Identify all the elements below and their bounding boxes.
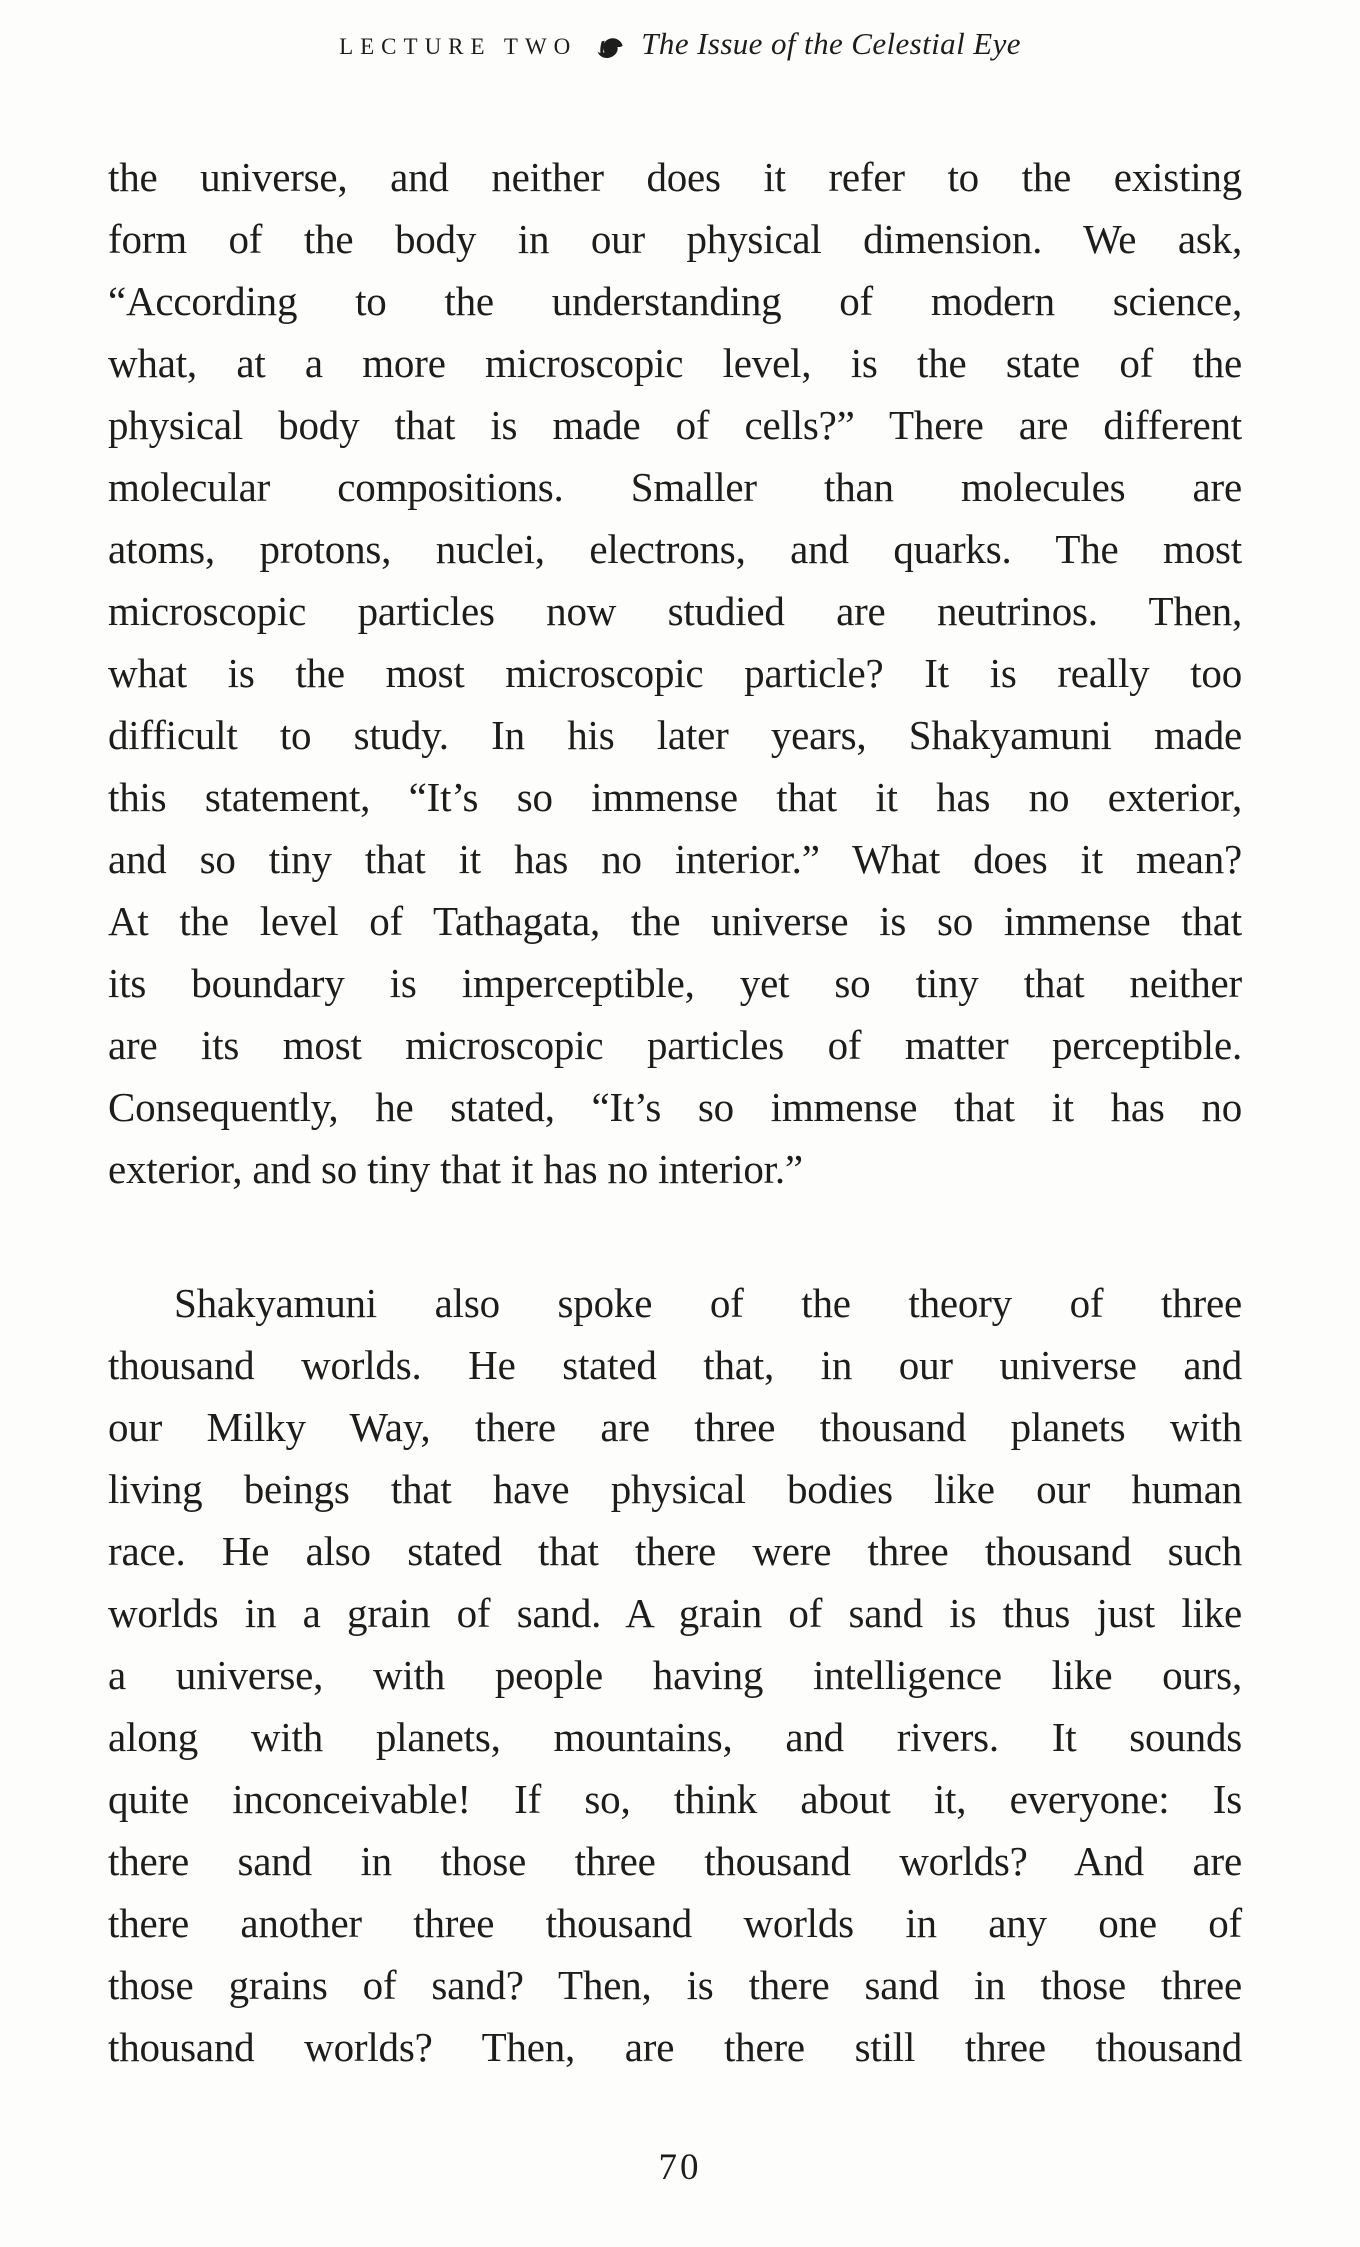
text-line: “According to the understanding of modern science, xyxy=(108,278,1242,324)
text-line: its boundary is imperceptible, yet so tiny that neither xyxy=(108,960,1242,1006)
page-number: 70 xyxy=(658,2147,702,2188)
text-line: physical body that is made of cells?” There are different xyxy=(108,402,1242,448)
text-block xyxy=(108,146,1242,2078)
text-line: microscopic particles now studied are neutrinos. Then, xyxy=(108,588,1242,634)
text-line: Shakyamuni also spoke of the theory of three xyxy=(174,1280,1242,1326)
text-line: the universe, and neither does it refer to the existing xyxy=(108,154,1242,200)
text-line: living beings that have physical bodies like our human xyxy=(108,1466,1242,1512)
paragraph-1 xyxy=(108,146,1242,1200)
chapter-title: The Issue of the Celestial Eye xyxy=(641,26,1021,61)
text-line: Consequently, he stated, “It’s so immense that it has no xyxy=(108,1084,1242,1130)
text-line: quite inconceivable! If so, think about it, everyone: Is xyxy=(108,1776,1242,1822)
text-line: what is the most microscopic particle? It is really too xyxy=(108,650,1242,696)
text-line: this statement, “It’s so immense that it has no exterior, xyxy=(108,774,1242,820)
text-line: worlds in a grain of sand. A grain of sand is thus just like xyxy=(108,1590,1242,1636)
text-line: and so tiny that it has no interior.” What does it mean? xyxy=(108,836,1242,882)
text-line: difficult to study. In his later years, Shakyamuni made xyxy=(108,712,1242,758)
text-line: along with planets, mountains, and rivers. It sounds xyxy=(108,1714,1242,1760)
text-line: there another three thousand worlds in any one of xyxy=(108,1900,1242,1946)
text-line: are its most microscopic particles of matter perceptible. xyxy=(108,1022,1242,1068)
text-line: race. He also stated that there were three thousand such xyxy=(108,1528,1242,1574)
text-line: those grains of sand? Then, is there sand in those three xyxy=(108,1962,1242,2008)
text-line: molecular compositions. Smaller than molecules are xyxy=(108,464,1242,510)
text-line: there sand in those three thousand worlds? And are xyxy=(108,1838,1242,1884)
text-line: a universe, with people having intelligence like ours, xyxy=(108,1652,1242,1698)
text-line: At the level of Tathagata, the universe is so immense that xyxy=(108,898,1242,944)
text-line: what, at a more microscopic level, is the state of the xyxy=(108,340,1242,386)
text-line: form of the body in our physical dimension. We ask, xyxy=(108,216,1242,262)
text-line: our Milky Way, there are three thousand planets with xyxy=(108,1404,1242,1450)
running-head xyxy=(0,26,1360,62)
hedera-leaf-icon xyxy=(592,34,626,62)
paragraph-2 xyxy=(108,1272,1242,2078)
text-line: thousand worlds? Then, are there still three thousand xyxy=(108,2024,1242,2070)
text-line: atoms, protons, nuclei, electrons, and quarks. The most xyxy=(108,526,1242,572)
text-line: exterior, and so tiny that it has no interior.” xyxy=(108,1146,803,1192)
text-line: thousand worlds. He stated that, in our universe and xyxy=(108,1342,1242,1388)
section-label: LECTURE TWO xyxy=(339,34,578,59)
